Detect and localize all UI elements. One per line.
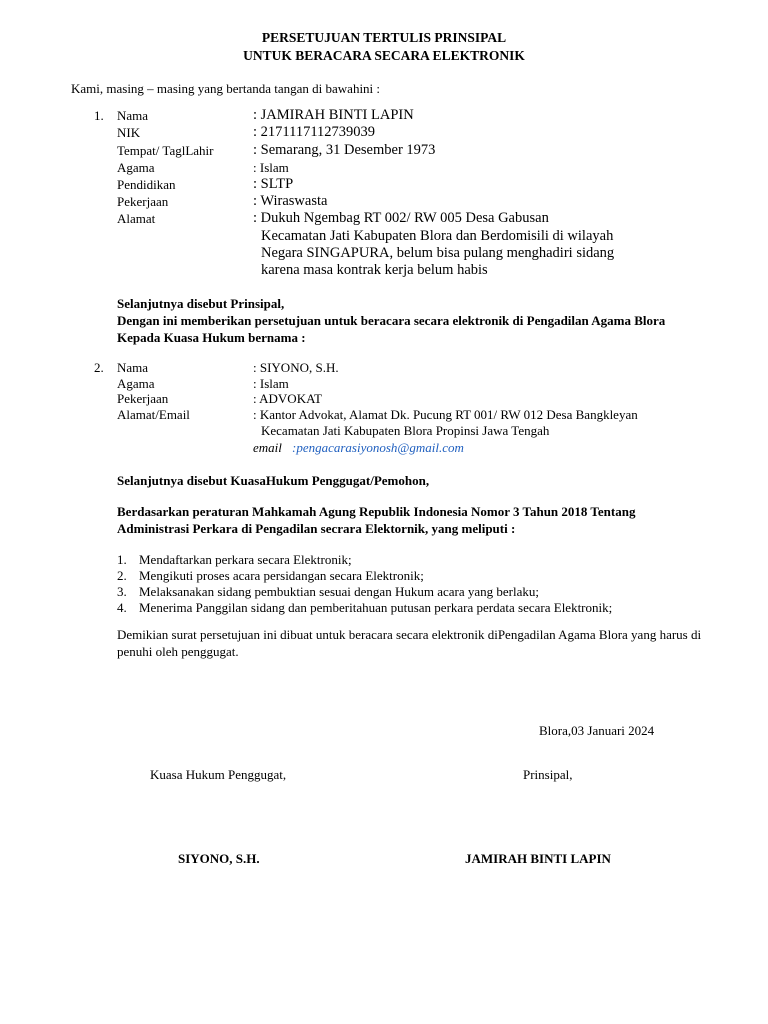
list-item-number: 3. xyxy=(117,584,127,599)
party2-row-pekerjaan xyxy=(117,391,737,408)
party2-address-line-2: Kecamatan Jati Kabupaten Blora Propinsi Jawa Tengah xyxy=(261,423,550,438)
principal-designation: Selanjutnya disebut Prinsipal, xyxy=(117,296,285,311)
consent-statement: Dengan ini memberikan persetujuan untuk beracara secara elektronik di Pengadilan Agama Blora xyxy=(117,313,666,328)
party1-row-pekerjaan xyxy=(117,194,737,211)
field-value: : Islam xyxy=(253,160,289,175)
field-label: Agama xyxy=(117,160,155,175)
field-label: Tempat/ TaglLahir xyxy=(117,143,214,158)
party1-row-pendidikan xyxy=(117,177,737,194)
signature-role-right: Prinsipal, xyxy=(523,767,573,782)
list-item-number: 1. xyxy=(117,552,127,567)
party1-index: 1. xyxy=(94,108,104,123)
party1-address-line-3: Negara SINGAPURA, belum bisa pulang menghadiri sidang xyxy=(261,245,615,261)
field-label: Agama xyxy=(117,376,155,391)
field-value: : Wiraswasta xyxy=(253,193,328,209)
attorney-designation: Selanjutnya disebut KuasaHukum Penggugat/Pemohon, xyxy=(117,473,430,488)
field-value: : JAMIRAH BINTI LAPIN xyxy=(253,107,414,123)
field-value: : Islam xyxy=(253,376,289,391)
field-label: Nama xyxy=(117,108,149,123)
signature-role-left: Kuasa Hukum Penggugat, xyxy=(150,767,287,782)
field-label: Pendidikan xyxy=(117,177,176,192)
place-date: Blora,03 Januari 2024 xyxy=(539,723,655,738)
list-item-number: 2. xyxy=(117,568,127,583)
field-label: Alamat/Email xyxy=(117,407,190,422)
party1-row-ttl xyxy=(117,143,737,160)
document-title-line-2: UNTUK BERACARA SECARA ELEKTRONIK xyxy=(243,48,525,63)
field-value: : Semarang, 31 Desember 1973 xyxy=(253,142,436,158)
party2-row-alamat-email xyxy=(117,407,737,424)
list-item-number: 4. xyxy=(117,600,127,615)
field-value: : SLTP xyxy=(253,176,294,192)
regulation-line-2: Administrasi Perkara di Pengadilan secrara Elektornik, yang meliputi : xyxy=(117,521,516,536)
party2-row-nama xyxy=(117,360,737,377)
field-value: : 2171117112739039 xyxy=(253,124,376,140)
field-label: NIK xyxy=(117,125,141,140)
document-title-line-1: PERSETUJUAN TERTULIS PRINSIPAL xyxy=(261,30,507,45)
signature-name-left: SIYONO, S.H. xyxy=(178,851,260,866)
party1-row-alamat xyxy=(117,211,737,228)
party1-row-nama xyxy=(117,108,737,125)
party1-row-nik xyxy=(117,125,737,142)
field-value: : Kantor Advokat, Alamat Dk. Pucung RT 001/ RW 012 Desa Bangkleyan xyxy=(253,407,638,422)
signature-name-right: JAMIRAH BINTI LAPIN xyxy=(465,851,611,866)
party1-row-agama xyxy=(117,160,737,177)
email-link[interactable]: :pengacarasiyonosh@gmail.com xyxy=(292,440,464,455)
regulation-line-1: Berdasarkan peraturan Mahkamah Agung Republik Indonesia Nomor 3 Tahun 2018 Tentang xyxy=(117,504,636,519)
party1-address-line-2: Kecamatan Jati Kabupaten Blora dan Berdomisili di wilayah xyxy=(261,228,614,244)
list-item-text: Mengikuti proses acara persidangan secara Elektronik; xyxy=(139,568,424,583)
party2-index: 2. xyxy=(94,360,104,375)
intro-text: Kami, masing – masing yang bertanda tangan di bawahini : xyxy=(71,81,381,96)
field-value: : ADVOKAT xyxy=(253,391,322,406)
field-value: : SIYONO, S.H. xyxy=(253,360,339,375)
list-item-text: Melaksanakan sidang pembuktian sesuai dengan Hukum acara yang berlaku; xyxy=(139,584,539,599)
field-label: Pekerjaan xyxy=(117,194,169,209)
email-label: email xyxy=(253,440,282,455)
party1-address-line-4: karena masa kontrak kerja belum habis xyxy=(261,262,488,278)
attorney-intro: Kepada Kuasa Hukum bernama : xyxy=(117,330,306,345)
field-value: : Dukuh Ngembag RT 002/ RW 005 Desa Gabusan xyxy=(253,210,549,226)
field-label: Nama xyxy=(117,360,149,375)
list-item-text: Mendaftarkan perkara secara Elektronik; xyxy=(139,552,352,567)
list-item-text: Menerima Panggilan sidang dan pemberitahuan putusan perkara perdata secara Elektronik; xyxy=(139,600,613,615)
field-label: Pekerjaan xyxy=(117,391,169,406)
field-label: Alamat xyxy=(117,211,156,226)
closing-paragraph: Demikian surat persetujuan ini dibuat untuk beracara secara elektronik diPengadilan Agama Blora yang harus di penuhi oleh penggugat. xyxy=(117,627,702,659)
